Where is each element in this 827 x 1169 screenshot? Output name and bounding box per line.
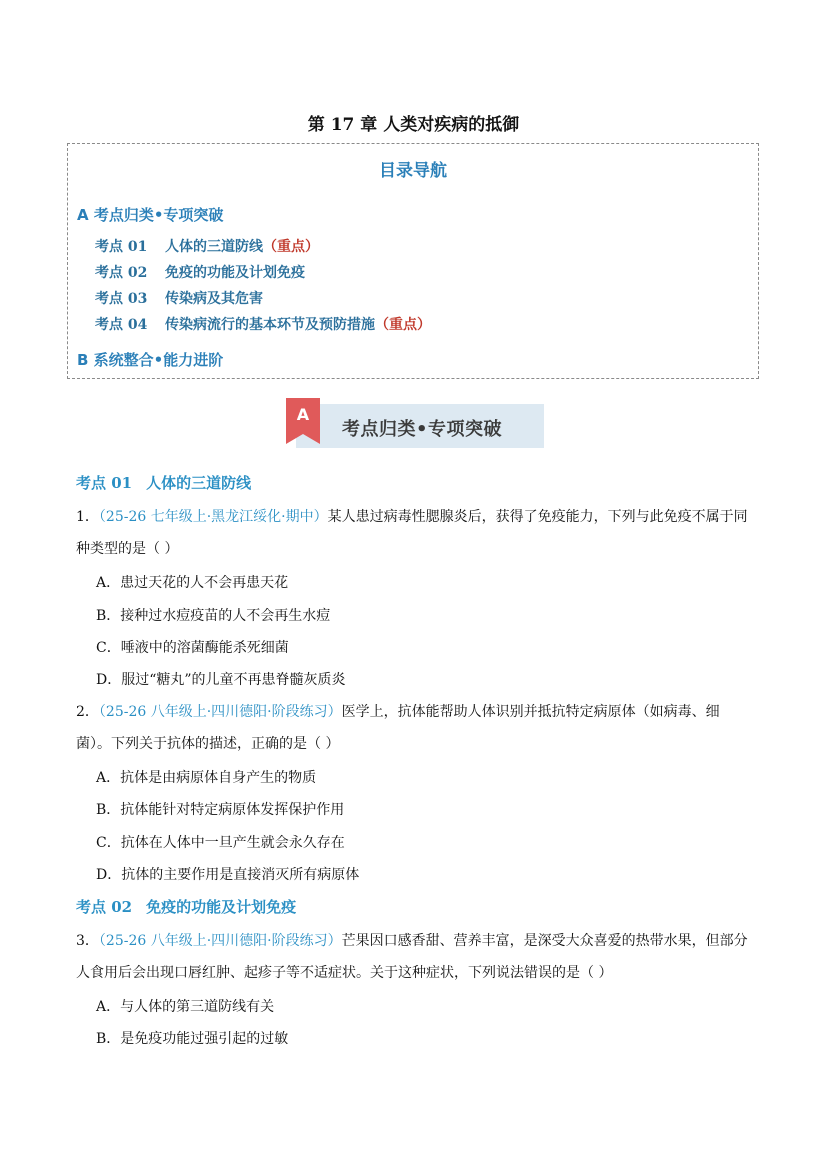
- toc-item-no: 考点 01: [95, 239, 148, 255]
- toc-item-text: 人体的三道防线: [165, 239, 263, 255]
- option-c[interactable]: C．唾液中的溶菌酶能杀死细菌: [96, 640, 289, 656]
- question-2: [76, 696, 752, 760]
- section-banner: [286, 398, 544, 452]
- toc-item-no: 考点 02: [95, 265, 148, 281]
- toc-item-03[interactable]: [95, 288, 263, 308]
- question-number: 2．: [76, 704, 99, 720]
- page-title: 第 17 章 人类对疾病的抵御: [307, 115, 520, 135]
- toc-item-no: 考点 04: [95, 317, 148, 333]
- toc-item-tag: （重点）: [263, 239, 319, 255]
- question-3: [76, 925, 752, 989]
- toc-heading: 目录导航: [379, 161, 447, 181]
- question-source: （25-26 八年级上·四川德阳·阶段练习）: [98, 704, 342, 720]
- option-d[interactable]: D．抗体的主要作用是直接消灭所有病原体: [96, 867, 360, 883]
- option-b[interactable]: B．抗体能针对特定病原体发挥保护作用: [96, 802, 345, 818]
- question-source: （25-26 七年级上·黑龙江绥化·期中）: [98, 509, 328, 525]
- option-a[interactable]: A．患过天花的人不会再患天花: [96, 575, 289, 591]
- question-number: 1．: [76, 509, 99, 525]
- toc-item-text: 传染病流行的基本环节及预防措施: [165, 317, 375, 333]
- toc-item-no: 考点 03: [95, 291, 148, 307]
- toc-item-01[interactable]: [95, 236, 319, 256]
- section-title-01: [76, 472, 251, 493]
- section-title-02: [76, 896, 296, 917]
- section-name: 免疫的功能及计划免疫: [146, 898, 297, 916]
- option-b[interactable]: B．是免疫功能过强引起的过敏: [96, 1031, 289, 1047]
- toc-item-text: 传染病及其危害: [165, 291, 263, 307]
- section-name: 人体的三道防线: [146, 474, 252, 492]
- toc-box: [67, 143, 759, 379]
- question-stem: 芒果因口感香甜、营养丰富，是深受大众喜爱的热带水果，但部分人食用后会出现口唇红肿、起疹子等不适症状。关于这种症状，下列说法错误的是（ ）: [76, 933, 748, 981]
- option-d[interactable]: D．服过“糖丸”的儿童不再患脊髓灰质炎: [96, 672, 346, 688]
- toc-item-04[interactable]: [95, 314, 431, 334]
- bookmark-icon: [286, 398, 320, 444]
- question-stem: 医学上，抗体能帮助人体识别并抵抗特定病原体（如病毒、细菌）。下列关于抗体的描述，正确的是（ ）: [76, 704, 720, 752]
- question-stem: 某人患过病毒性腮腺炎后，获得了免疫能力，下列与此免疫不属于同种类型的是（ ）: [76, 509, 748, 557]
- question-source: （25-26 八年级上·四川德阳·阶段练习）: [98, 933, 342, 949]
- banner-letter: A: [296, 405, 310, 424]
- toc-item-02[interactable]: [95, 262, 305, 282]
- banner-text: 考点归类•专项突破: [342, 419, 503, 440]
- section-no: 考点 01: [76, 474, 133, 492]
- toc-item-text: 免疫的功能及计划免疫: [165, 265, 305, 281]
- question-1: [76, 501, 752, 565]
- option-a[interactable]: A．抗体是由病原体自身产生的物质: [96, 770, 317, 786]
- option-b[interactable]: B．接种过水痘疫苗的人不会再生水痘: [96, 608, 331, 624]
- toc-section-a[interactable]: A 考点归类•专项突破: [77, 206, 224, 224]
- section-no: 考点 02: [76, 898, 133, 916]
- option-a[interactable]: A．与人体的第三道防线有关: [96, 999, 275, 1015]
- toc-section-b[interactable]: B 系统整合•能力进阶: [77, 351, 224, 369]
- option-c[interactable]: C．抗体在人体中一旦产生就会永久存在: [96, 835, 345, 851]
- toc-item-tag: （重点）: [375, 317, 431, 333]
- question-number: 3．: [76, 933, 99, 949]
